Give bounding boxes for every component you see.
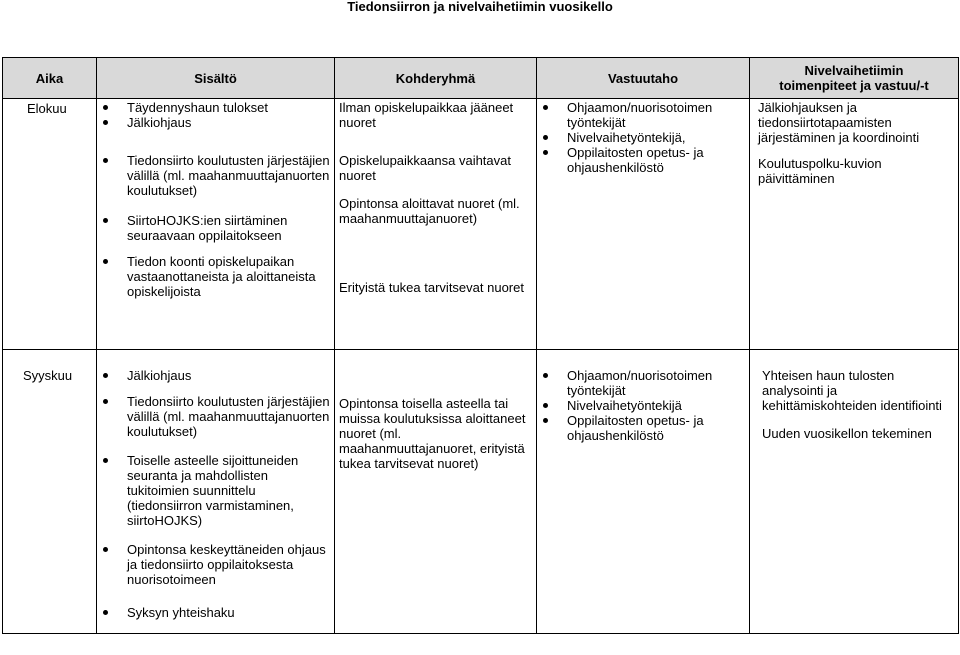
target-text: Opintonsa aloittavat nuoret (ml. maahanmuuttajanuoret) (339, 196, 520, 226)
target-text: Opiskelupaikkaansa vaihtavat nuoret (339, 153, 511, 183)
time-cell (3, 99, 97, 350)
list-item: Oppilaitosten opetus- ja ohjaushenkilöstö (541, 413, 745, 443)
actions-cell (750, 350, 959, 634)
list-item: Toiselle asteelle sijoittuneiden seuranta ja mahdollisten tukitoimien suunnittelu (tiedonsiirron varmistaminen, siirtoHOJKS) (101, 453, 330, 528)
content-cell (97, 350, 335, 634)
list-item: Tiedon koonti opiskelupaikan vastaanottaneista ja aloittaneista opiskelijoista (101, 254, 330, 299)
table-row (3, 99, 959, 350)
document-title: Tiedonsiirron ja nivelvaihetiimin vuosikello (347, 0, 613, 14)
action-text: Uuden vuosikellon tekeminen (762, 426, 932, 441)
target-cell (335, 350, 537, 634)
list-item: SiirtoHOJKS:ien siirtäminen seuraavaan oppilaitokseen (101, 213, 330, 243)
target-text: Opintonsa toisella asteella tai muissa koulutuksissa aloittaneet nuoret (ml. maahanmuuttajanuoret, erityistä tukea tarvitsevat nuoret) (339, 396, 526, 471)
list-item: Ohjaamon/nuorisotoimen työntekijät (541, 368, 745, 398)
list-item: Ohjaamon/nuorisotoimen työntekijät (541, 100, 745, 130)
time-label: Elokuu (27, 101, 67, 116)
list-item: Nivelvaihetyöntekijä, (541, 130, 745, 145)
schedule-table (2, 57, 959, 634)
time-label: Syyskuu (23, 368, 73, 383)
target-text: Erityistä tukea tarvitsevat nuoret (339, 280, 524, 295)
target-text: Ilman opiskelupaikkaa jääneet nuoret (339, 100, 514, 130)
actions-cell (750, 99, 959, 350)
header-aika: Aika (3, 58, 97, 99)
responsible-cell (537, 350, 750, 634)
content-cell (97, 99, 335, 350)
action-text: Jälkiohjauksen ja tiedonsiirtotapaamisten järjestäminen ja koordinointi (758, 100, 920, 145)
list-item: Jälkiohjaus (101, 115, 330, 130)
header-row (3, 58, 959, 99)
time-cell (3, 350, 97, 634)
list-item: Opintonsa keskeyttäneiden ohjaus ja tiedonsiirto oppilaitoksesta nuorisotoimeen (101, 542, 330, 587)
action-text: Yhteisen haun tulosten analysointi ja kehittämiskohteiden identifiointi (762, 368, 942, 413)
header-kohderyhma: Kohderyhmä (335, 58, 537, 99)
list-item: Syksyn yhteishaku (101, 605, 330, 620)
header-toimenpiteet: Nivelvaihetiimin toimenpiteet ja vastuu/-t (750, 58, 959, 99)
list-item: Jälkiohjaus (101, 368, 330, 383)
header-vastuutaho: Vastuutaho (537, 58, 750, 99)
list-item: Tiedonsiirto koulutusten järjestäjien välillä (ml. maahanmuuttajanuorten koulutukset) (101, 153, 330, 198)
action-text: Koulutuspolku-kuvion päivittäminen (758, 156, 882, 186)
list-item: Tiedonsiirto koulutusten järjestäjien välillä (ml. maahanmuuttajanuorten koulutukset) (101, 394, 330, 439)
list-item: Nivelvaihetyöntekijä (541, 398, 745, 413)
target-cell (335, 99, 537, 350)
list-item: Oppilaitosten opetus- ja ohjaushenkilöstö (541, 145, 745, 175)
responsible-cell (537, 99, 750, 350)
list-item: Täydennyshaun tulokset (101, 100, 330, 115)
table-row (3, 350, 959, 634)
header-sisalto: Sisältö (97, 58, 335, 99)
